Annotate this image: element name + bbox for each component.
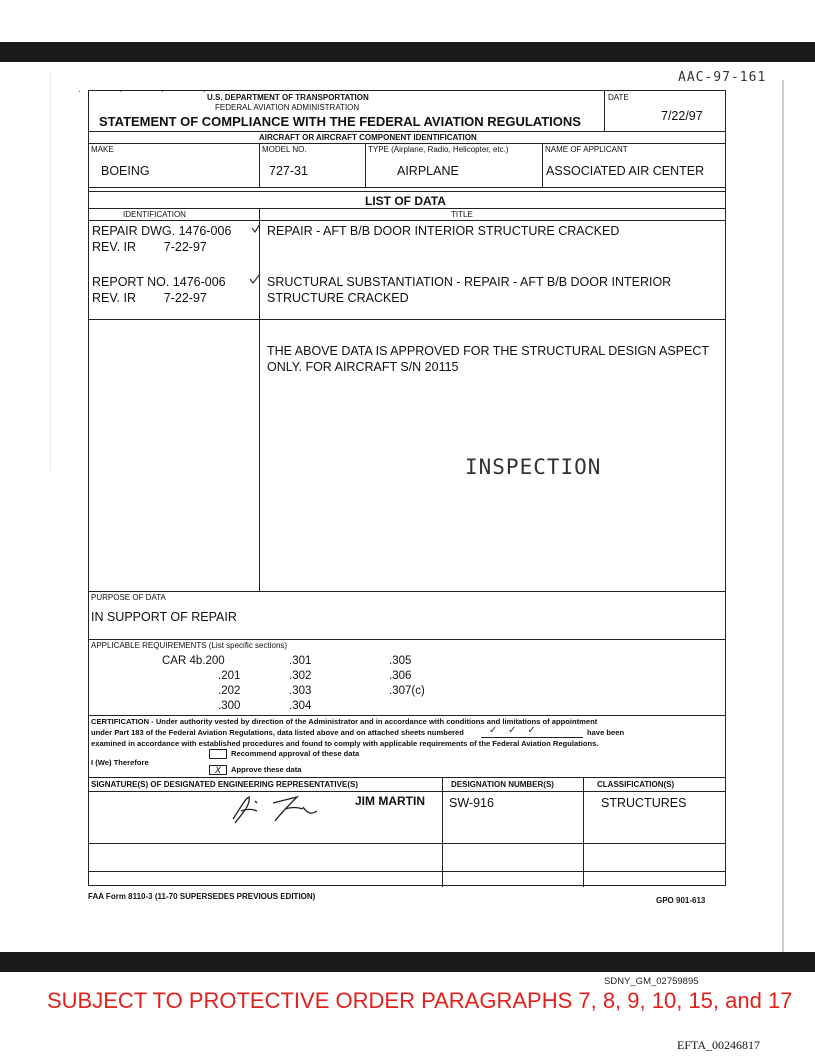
gpo-number: GPO 901-613 (656, 896, 706, 905)
certification-line1: CERTIFICATION - Under authority vested by direction of the Administrator and in accordance with conditions and limitations of appointment (91, 717, 598, 726)
requirement: .305 (389, 655, 412, 667)
classification-value: STRUCTURES (601, 796, 687, 810)
i-we-therefore: I (We) Therefore (91, 758, 149, 767)
applicant-label: NAME OF APPLICANT (545, 145, 628, 154)
requirement: .201 (218, 670, 241, 682)
department-name: U.S. DEPARTMENT OF TRANSPORTATION (207, 93, 369, 102)
recommend-approval-label: Recommend approval of these data (231, 749, 360, 758)
sheet-check-marks: ✓ ✓ ✓ (489, 725, 540, 736)
protective-order-notice: SUBJECT TO PROTECTIVE ORDER PARAGRAPHS 7, 8, 9, 10, 15, and 17 (47, 988, 793, 1013)
signature-label: SIGNATURE(S) OF DESIGNATED ENGINEERING REPRESENTATIVE(S) (91, 780, 358, 789)
form-identifier: FAA Form 8110-3 (11-70 SUPERSEDES PREVIOUS EDITION) (88, 892, 316, 901)
designation-label: DESIGNATION NUMBER(S) (451, 780, 554, 789)
inspection-stamp: INSPECTION (465, 455, 602, 479)
item-2-id: REPORT NO. 1476-006 (92, 275, 226, 289)
signature-graphic (227, 793, 357, 825)
purpose-value: IN SUPPORT OF REPAIR (91, 610, 237, 624)
item-1-rev: REV. IR 7-22-97 (92, 240, 207, 254)
scan-edge-right (782, 80, 784, 960)
purpose-label: PURPOSE OF DATA (91, 593, 166, 602)
scan-dots: . . . . (78, 84, 224, 95)
date-value: 7/22/97 (661, 109, 703, 123)
applicant-value: ASSOCIATED AIR CENTER (546, 164, 705, 178)
make-label: MAKE (91, 145, 114, 154)
designation-number: SW-916 (449, 796, 494, 810)
requirement: .301 (289, 655, 312, 667)
representative-name: JIM MARTIN (355, 794, 425, 808)
scan-edge-left (50, 70, 51, 470)
bates-number: SDNY_GM_02759895 (604, 976, 699, 987)
check-mark-icon (249, 273, 261, 284)
efta-number: EFTA_00246817 (677, 1038, 761, 1052)
model-label: MODEL NO. (262, 145, 307, 154)
requirement: .302 (289, 670, 312, 682)
administration-name: FEDERAL AVIATION ADMINISTRATION (215, 103, 360, 112)
requirement: .303 (289, 685, 312, 697)
recommend-approval-checkbox[interactable] (209, 749, 227, 759)
approval-note-line2: ONLY. FOR AIRCRAFT S/N 20115 (267, 360, 459, 374)
model-value: 727-31 (269, 164, 308, 178)
approve-data-label: Approve these data (231, 765, 302, 774)
type-label: TYPE (Airplane, Radio, Helicopter, etc.) (368, 145, 509, 154)
make-value: BOEING (101, 164, 150, 178)
requirement: .306 (389, 670, 412, 682)
certification-line3: examined in accordance with established procedures and found to comply with applicable requirements of the Federal Aviation Regulations. (91, 739, 599, 748)
item-2-title-line1: SRUCTURAL SUBSTANTIATION - REPAIR - AFT B/B DOOR INTERIOR (267, 275, 672, 289)
identification-section-label: AIRCRAFT OR AIRCRAFT COMPONENT IDENTIFICATION (259, 133, 477, 142)
col-identification-label: IDENTIFICATION (123, 210, 186, 219)
requirement: .307(c) (389, 685, 425, 697)
item-2-rev: REV. IR 7-22-97 (92, 291, 207, 305)
date-label: DATE (608, 93, 629, 102)
requirement: .304 (289, 700, 312, 712)
requirement: .300 (218, 700, 241, 712)
certification-line2: under Part 183 of the Federal Aviation Regulations, data listed above and on attached sheets numbered (91, 728, 464, 737)
faa-form-8110-3 (88, 90, 726, 886)
item-1-title: REPAIR - AFT B/B DOOR INTERIOR STRUCTURE CRACKED (267, 224, 620, 238)
check-mark-icon (251, 223, 261, 233)
item-1-id: REPAIR DWG. 1476-006 (92, 224, 232, 238)
list-of-data-label: LIST OF DATA (365, 194, 446, 208)
col-title-label: TITLE (451, 210, 473, 219)
form-title: STATEMENT OF COMPLIANCE WITH THE FEDERAL AVIATION REGULATIONS (99, 114, 581, 129)
certification-line2-end: have been (587, 728, 625, 737)
approve-data-checkbox[interactable]: X (209, 765, 227, 775)
type-value: AIRPLANE (397, 164, 459, 178)
approval-note-line1: THE ABOVE DATA IS APPROVED FOR THE STRUCTURAL DESIGN ASPECT (267, 344, 709, 358)
item-2-title-line2: STRUCTURE CRACKED (267, 291, 409, 305)
classification-label: CLASSIFICATION(S) (597, 780, 675, 789)
handwritten-stamp: AAC-97-161 (678, 70, 767, 85)
requirement: .202 (218, 685, 241, 697)
requirements-label: APPLICABLE REQUIREMENTS (List specific sections) (91, 641, 288, 650)
requirement: CAR 4b.200 (162, 655, 225, 667)
scan-border-top (0, 42, 815, 62)
scan-border-bottom (0, 952, 815, 972)
